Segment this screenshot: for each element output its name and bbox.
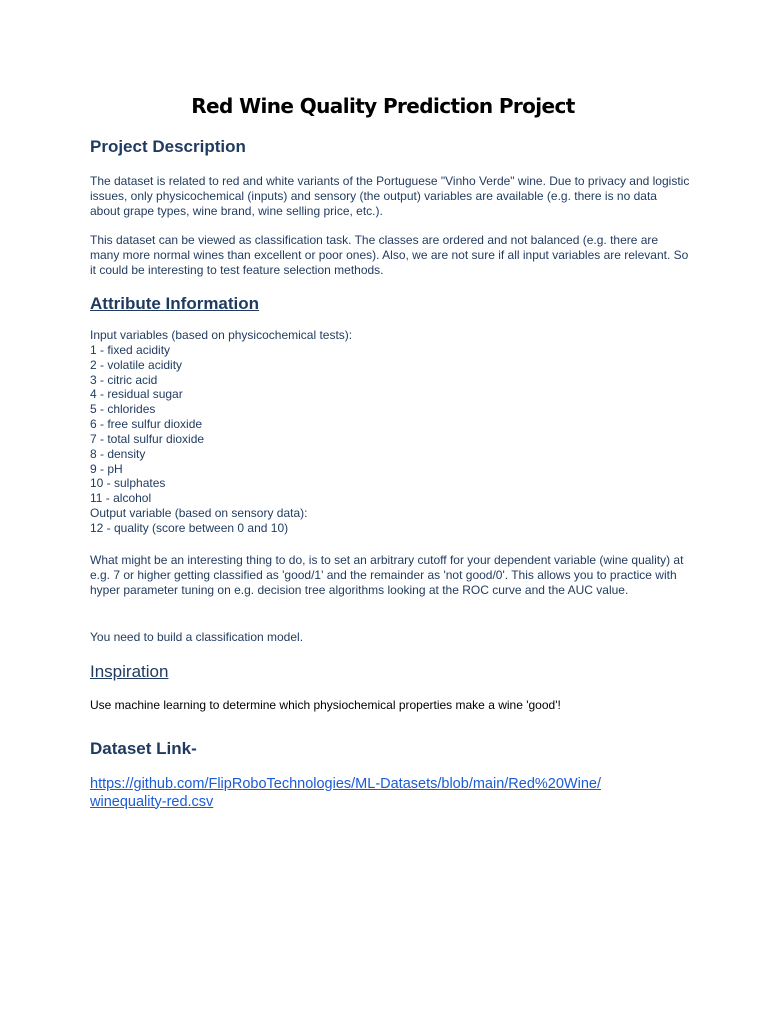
attribute-list-item: 4 - residual sugar	[90, 387, 183, 402]
attribute-list-item: 10 - sulphates	[90, 476, 166, 491]
attribute-list-item: 2 - volatile acidity	[90, 357, 183, 372]
attribute-list-item: Input variables (based on physicochemical tests):	[90, 328, 353, 342]
project-description-paragraph-2: This dataset can be viewed as classification task. The classes are ordered and not balanced (e.g. there are many more normal wines than excellent or poor ones). Also, we are not sure if all input variables are relevant. So it could be interesting to test feature selection methods.	[90, 233, 689, 277]
attribute-list-item: 11 - alcohol	[90, 491, 152, 506]
project-description-heading: Project Description	[90, 137, 246, 156]
attribute-list-item: 8 - density	[90, 446, 146, 461]
cutoff-paragraph: What might be an interesting thing to do, is to set an arbitrary cutoff for your dependent variable (wine quality) at e.g. 7 or higher getting classified as 'good/1' and the remainder as 'not good/0'. This allows you to practice with hyper parameter tuning on e.g. decision tree algorithms looking at the ROC curve and the AUC value.	[90, 553, 684, 597]
attribute-list-item: 6 - free sulfur dioxide	[90, 417, 203, 432]
attribute-list-item: 1 - fixed acidity	[90, 342, 171, 357]
dataset-link-line-2: winequality-red.csv	[90, 793, 214, 810]
attribute-list-item: 12 - quality (score between 0 and 10)	[90, 520, 289, 535]
attribute-list-item: 9 - pH	[90, 461, 123, 476]
dataset-link-heading: Dataset Link-	[90, 739, 197, 758]
attribute-list-item: Output variable (based on sensory data):	[90, 506, 308, 521]
document-title: Red Wine Quality Prediction Project	[191, 94, 575, 118]
attribute-list-item: 5 - chlorides	[90, 402, 156, 417]
inspiration-text: Use machine learning to determine which physiochemical properties make a wine 'good'!	[90, 698, 561, 712]
inspiration-heading: Inspiration	[90, 662, 169, 681]
attribute-list-item: 7 - total sulfur dioxide	[90, 431, 205, 446]
dataset-link-line-1: https://github.com/FlipRoboTechnologies/ML-Datasets/blob/main/Red%20Wine/	[90, 776, 601, 792]
dataset-link[interactable]	[90, 776, 650, 811]
build-model-paragraph: You need to build a classification model.	[90, 630, 304, 644]
attribute-list-item: 3 - citric acid	[90, 372, 158, 387]
attribute-list	[90, 328, 352, 536]
project-description-paragraph-1: The dataset is related to red and white variants of the Portuguese "Vinho Verde" wine. Due to privacy and logistic issues, only physicochemical (inputs) and sensory (the output) variables are available (e.g. there is no data about grape types, wine brand, wine selling price, etc.).	[90, 174, 690, 218]
attribute-information-heading: Attribute Information	[90, 294, 260, 313]
